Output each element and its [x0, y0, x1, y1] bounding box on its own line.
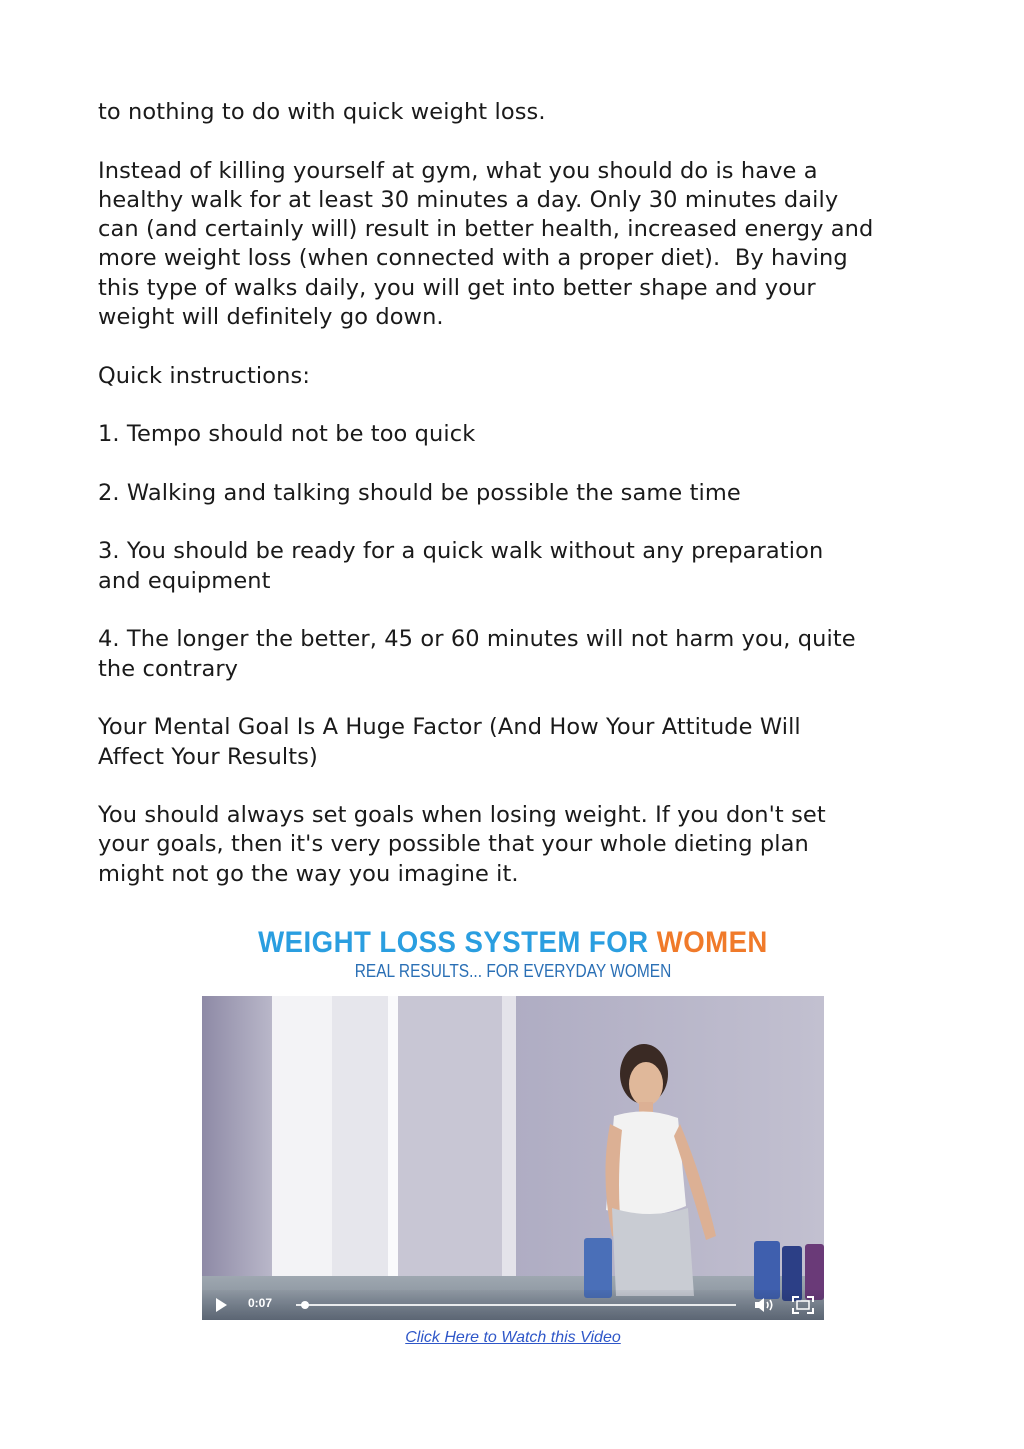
- instruction-item-3: 3. You should be ready for a quick walk without any preparation and equipment: [98, 538, 824, 594]
- promo-title-main: WEIGHT LOSS SYSTEM FOR: [258, 926, 657, 959]
- instruction-item-2: 2. Walking and talking should be possible the same time: [98, 479, 741, 506]
- watch-video-link[interactable]: Click Here to Watch this Video: [405, 1329, 621, 1346]
- promo-title: [227, 924, 799, 962]
- instruction-item-1: 1. Tempo should not be too quick: [98, 421, 476, 448]
- fullscreen-icon[interactable]: [792, 1296, 814, 1314]
- paragraph-set-goals: You should always set goals when losing weight. If you don't set your goals, then it's very possible that your whole dieting plan might not go the way you imagine it.: [98, 802, 826, 887]
- video-player[interactable]: [202, 996, 824, 1320]
- paragraph-intro-fragment: to nothing to do with quick weight loss.: [98, 99, 546, 125]
- video-progress-bar[interactable]: [296, 1304, 736, 1306]
- promo-subtitle: REAL RESULTS... FOR EVERYDAY WOMEN: [354, 961, 672, 981]
- video-promo: [202, 924, 824, 1346]
- heading-quick-instructions: Quick instructions:: [98, 362, 311, 389]
- video-frame-image: [202, 996, 824, 1320]
- heading-mental-goal: Your Mental Goal Is A Huge Factor (And How Your Attitude Will Affect Your Results): [98, 714, 801, 770]
- paragraph-walking-advice: Instead of killing yourself at gym, what you should do is have a healthy walk for at least 30 minutes a day. Only 30 minutes daily can (and certainly will) result in better health, increased energy and more weight loss (when connected with a proper diet). By having this type of walks daily, you will get into better shape and your weight will definitely go down.: [98, 157, 874, 331]
- video-progress-handle[interactable]: [301, 1301, 309, 1309]
- article-body: [98, 98, 938, 918]
- play-icon[interactable]: [216, 1298, 227, 1312]
- promo-title-accent: WOMEN: [656, 926, 768, 959]
- video-controls: [202, 1290, 824, 1320]
- video-time: 0:07: [248, 1296, 273, 1310]
- volume-icon[interactable]: [754, 1297, 776, 1313]
- instruction-item-4: 4. The longer the better, 45 or 60 minutes will not harm you, quite the contrary: [98, 626, 856, 682]
